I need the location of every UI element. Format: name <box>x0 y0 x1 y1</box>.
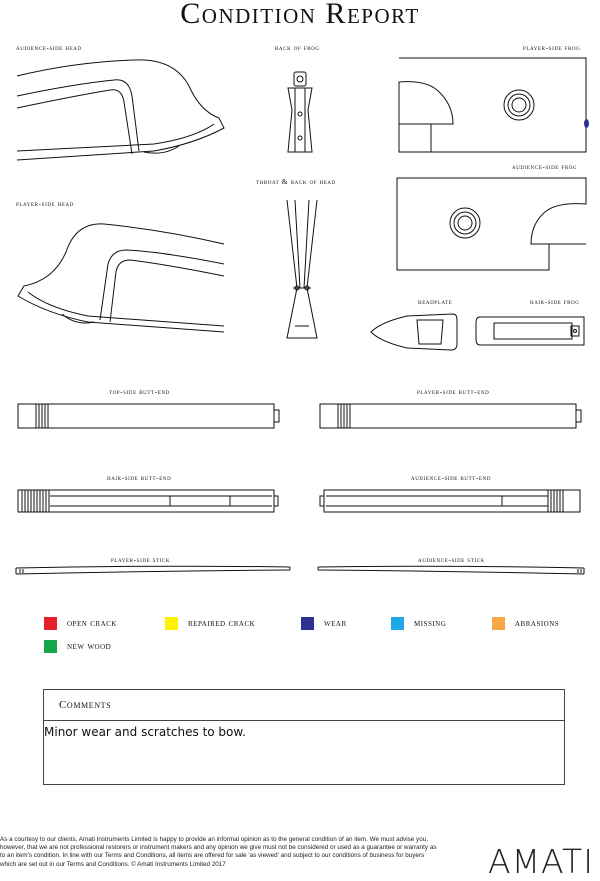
label-top-side-butt-end: top-side butt-end <box>109 387 170 396</box>
legend-label: new wood <box>67 641 112 652</box>
label-throat-back-of-head: throat & back of head <box>256 177 336 186</box>
legend-swatch <box>391 617 404 630</box>
legend-item-open-crack <box>44 617 117 630</box>
label-player-side-stick: player-side stick <box>111 555 171 564</box>
throat-back-of-head-diagram <box>283 196 321 342</box>
label-hair-side-frog: hair-side frog <box>530 297 580 306</box>
comments-text: Minor wear and scratches to bow. <box>44 725 246 739</box>
headplate-diagram <box>367 312 459 352</box>
legend-label: repaired crack <box>188 618 256 629</box>
legend-item-repaired-crack <box>165 617 255 630</box>
player-side-frog-diagram <box>395 56 590 154</box>
label-audience-side-stick: audience-side stick <box>418 555 485 564</box>
hair-side-butt-end-diagram <box>16 488 282 514</box>
audience-side-stick-diagram <box>316 563 588 579</box>
player-side-butt-end-diagram <box>318 402 584 430</box>
label-audience-side-butt-end: audience-side butt-end <box>411 473 492 482</box>
hair-side-frog-diagram <box>474 315 586 347</box>
page-title: Condition Report <box>180 0 420 30</box>
comments-heading: Comments <box>44 690 564 721</box>
legend-label: missing <box>414 618 447 629</box>
top-side-butt-end-diagram <box>16 402 282 430</box>
label-audience-side-head: audience-side head <box>16 43 82 52</box>
legend-swatch <box>44 617 57 630</box>
legend-swatch <box>165 617 178 630</box>
legend-swatch <box>492 617 505 630</box>
legend-item-abrasions <box>492 617 559 630</box>
audience-side-head-diagram <box>14 56 229 172</box>
audience-side-frog-diagram <box>395 176 590 272</box>
label-player-side-head: player-side head <box>16 199 74 208</box>
legend-label: open crack <box>67 618 117 629</box>
disclaimer-text: As a courtesy to our clients, Amati Instruments Limited is happy to provide an informal opinion as to the general condition of an item. We must advise you, however, that we are not professional restorers or instrument makers and any opinion we give must not be considered or used as a guarantee or warranty as to an item's condition. In line with our Terms and Conditions, all items are offered for sale 'as viewed' and subject to our conditions of business for buyers which are set out in our Terms and Conditions. © Amati Instruments Limited 2017 <box>0 836 437 868</box>
label-back-of-frog: back of frog <box>275 43 320 52</box>
player-side-stick-diagram <box>14 563 294 579</box>
wear-mark <box>584 119 589 128</box>
amati-logo: AMATI <box>488 842 594 881</box>
legend-swatch <box>44 640 57 653</box>
audience-side-butt-end-diagram <box>318 488 584 514</box>
comments-box <box>43 689 565 785</box>
label-player-side-frog: player-side frog <box>523 43 581 52</box>
player-side-head-diagram <box>14 222 229 336</box>
legend-item-missing <box>391 617 446 630</box>
back-of-frog-diagram <box>282 70 318 156</box>
label-player-side-butt-end: player-side butt-end <box>417 387 490 396</box>
label-headplate: headplate <box>418 297 453 306</box>
label-audience-side-frog: audience-side frog <box>512 162 578 171</box>
legend-item-new-wood <box>44 640 111 653</box>
legend-label: wear <box>324 618 347 629</box>
label-hair-side-butt-end: hair-side butt-end <box>107 473 172 482</box>
legend-swatch <box>301 617 314 630</box>
legend-item-wear <box>301 617 347 630</box>
legend-label: abrasions <box>515 618 560 629</box>
